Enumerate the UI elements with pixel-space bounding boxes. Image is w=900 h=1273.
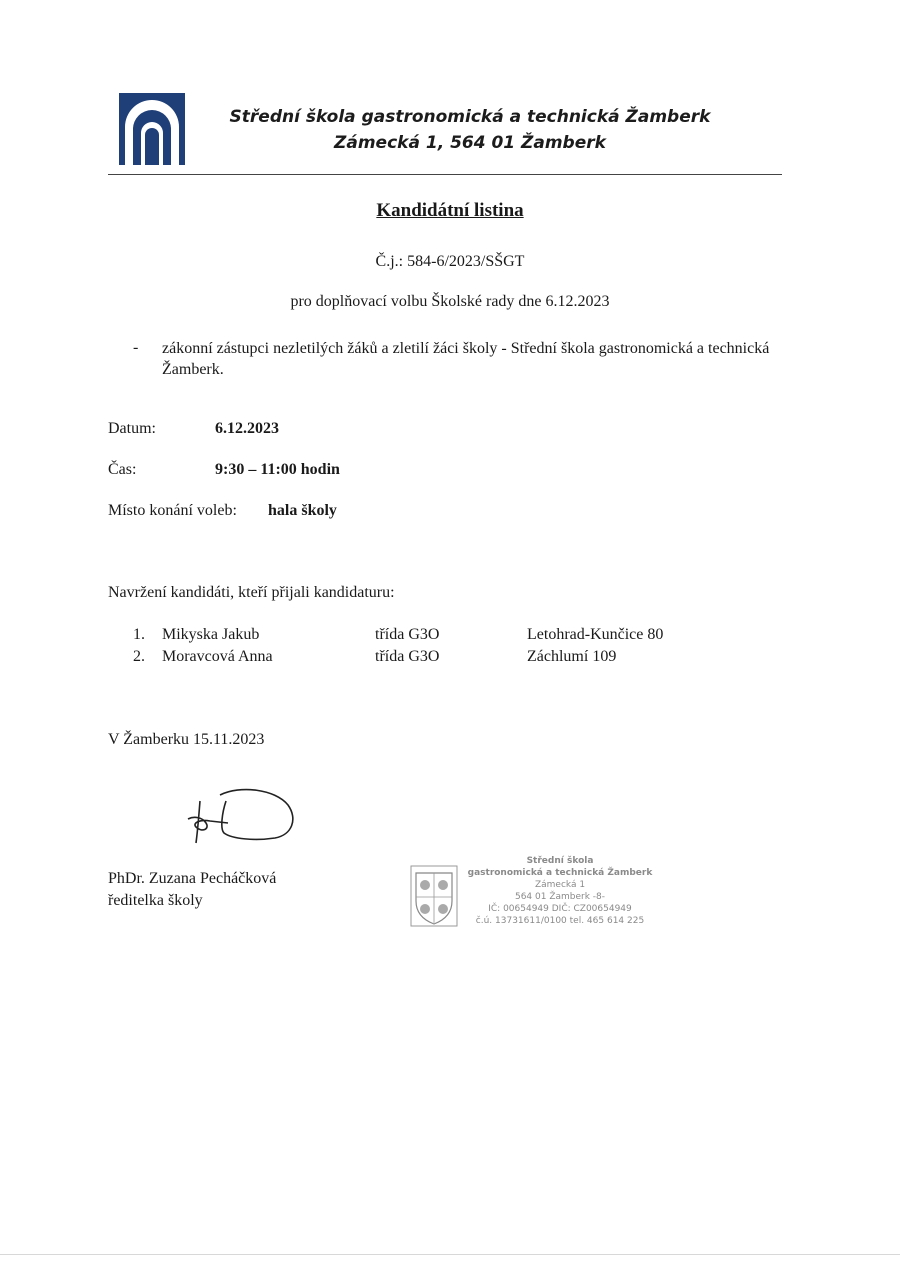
place-value: hala školy xyxy=(268,502,337,519)
place-and-date: V Žamberku 15.11.2023 xyxy=(108,731,265,748)
school-name: Střední škola gastronomická a technická Žamberk xyxy=(229,107,711,127)
candidate-class: třída G3O xyxy=(375,648,440,665)
school-logo xyxy=(119,93,185,165)
stamp-line: 564 01 Žamberk -8- xyxy=(514,892,606,902)
state-emblem-icon xyxy=(410,865,458,927)
date-label: Datum: xyxy=(108,420,156,437)
candidate-class: třída G3O xyxy=(375,626,440,643)
signatory xyxy=(108,868,276,912)
signatory-name: PhDr. Zuzana Pecháčková xyxy=(108,870,277,887)
reference-number: Č.j.: 584-6/2023/SŠGT xyxy=(375,253,525,270)
list-dash: - xyxy=(133,339,139,356)
voter-group: zákonní zástupci nezletilých žáků a zletilí žáci školy - Střední škola gastronomická a technická Žamberk. xyxy=(162,340,770,378)
header-divider xyxy=(108,174,782,175)
time-value: 9:30 – 11:00 hodin xyxy=(215,461,340,478)
candidates-heading: Navržení kandidáti, kteří přijali kandidaturu: xyxy=(108,584,395,601)
page-edge xyxy=(0,1254,900,1255)
school-address: Zámecká 1, 564 01 Žamberk xyxy=(334,133,606,153)
signatory-role: ředitelka školy xyxy=(108,892,203,909)
document-title: Kandidátní listina xyxy=(376,200,524,221)
candidate-name: Moravcová Anna xyxy=(162,648,273,665)
handwritten-signature xyxy=(180,783,305,853)
candidate-row xyxy=(0,648,900,670)
time-label: Čas: xyxy=(108,461,137,478)
candidate-name: Mikyska Jakub xyxy=(162,626,260,643)
stamp-line: IČ: 00654949 DIČ: CZ00654949 xyxy=(488,904,632,914)
stamp-line: č.ú. 13731611/0100 tel. 465 614 225 xyxy=(475,916,645,926)
election-purpose: pro doplňovací volbu Školské rady dne 6.12.2023 xyxy=(290,293,610,310)
official-stamp xyxy=(408,855,658,945)
candidate-address: Letohrad-Kunčice 80 xyxy=(527,626,664,643)
stamp-line: gastronomická a technická Žamberk xyxy=(467,868,653,878)
candidate-number: 2. xyxy=(133,648,145,665)
candidate-number: 1. xyxy=(133,626,145,643)
stamp-text xyxy=(460,855,660,927)
stamp-line: Střední škola xyxy=(526,856,594,866)
candidate-address: Záchlumí 109 xyxy=(527,648,617,665)
place-label: Místo konání voleb: xyxy=(108,502,237,519)
stamp-line: Zámecká 1 xyxy=(534,880,586,890)
candidate-row xyxy=(0,626,900,648)
date-value: 6.12.2023 xyxy=(215,420,279,437)
